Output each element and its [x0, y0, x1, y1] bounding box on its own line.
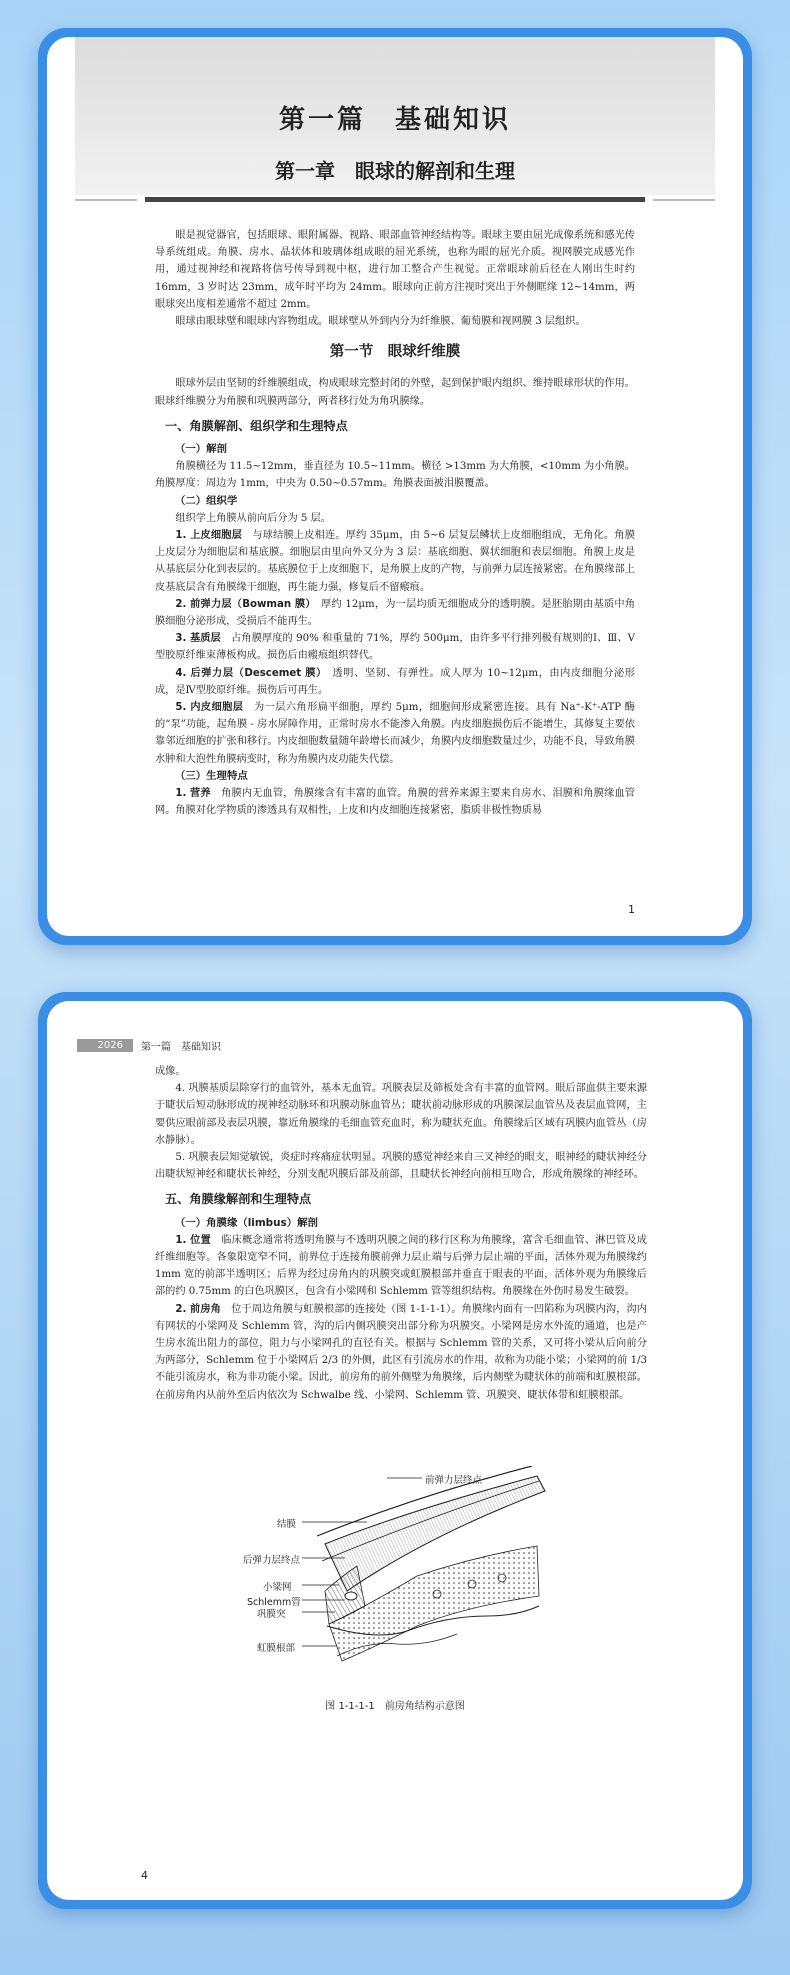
figure-label: 前弹力层终点	[425, 1475, 483, 1486]
page-card-1	[38, 28, 752, 945]
layer-text: 透明、坚韧、有弹性。成人厚为 10~12μm，由内皮细胞分泌形成，是Ⅳ型胶原纤维。损伤后可再生。	[155, 667, 635, 696]
histology-intro: 组织学上角膜从前向后分为 5 层。	[175, 512, 331, 524]
running-header	[77, 1037, 221, 1053]
title-rule	[145, 197, 645, 202]
position-text: 临床概念通常将透明角膜与不透明巩膜之间的移行区称为角膜缘，富含毛细血管、淋巴管及成纤维细胞等。各象限宽窄不同，前界位于连接角膜前弹力层止端与后弹力层止端的平面，活体外观为角膜缘约 1mm 宽的前部半透明区；后界为经过房角内的巩膜突或虹膜根部并垂直于眼表的平面，活体外观为角膜缘后部的约 0.75mm 的白色巩膜区，包含有小梁网和 Schlemm 管等组织结构。角膜缘在外伤时易发生破裂。	[155, 1234, 647, 1298]
layer-term: 3. 基质层	[175, 633, 221, 645]
position-paragraph	[155, 1232, 647, 1301]
year-tag: 2026	[77, 1039, 133, 1052]
subheading-physiology: （三）生理特点	[175, 769, 248, 782]
page-number: 4	[141, 1869, 148, 1882]
figure-label: Schlemm管	[247, 1597, 301, 1608]
layer-term: 1. 上皮细胞层	[175, 530, 242, 542]
angle-diagram	[247, 1466, 547, 1666]
sclera-paragraph: 5. 巩膜表层知觉敏锐，炎症时疼痛症状明显。巩膜的感觉神经来自三叉神经的眼支，眼神经的睫状神经分出睫状短神经和睫状长神经，分别支配巩膜后部及前部，且睫状长神经向前相互吻合，形成角膜缘的神经环。	[155, 1152, 647, 1181]
layer-paragraph	[155, 665, 635, 699]
anterior-chamber-angle-figure	[247, 1466, 547, 1666]
angle-term: 2. 前房角	[175, 1303, 221, 1315]
intro-paragraph: 眼球由眼球壁和眼球内容物组成。眼球壁从外到内分为纤维膜、葡萄膜和视网膜 3 层组织。	[175, 316, 586, 328]
title-rule-right	[653, 199, 715, 201]
figure-label: 小梁网	[263, 1582, 292, 1593]
layer-text: 厚约 12μm，为一层均质无细胞成分的透明膜。是胚胎期由基质中角膜细胞分泌形成，受损后不能再生。	[155, 598, 636, 628]
title-rule-left	[75, 199, 137, 201]
layer-paragraph	[155, 699, 635, 768]
running-head: 第一篇 基础知识	[141, 1041, 221, 1053]
heading-limbus: 五、角膜缘解剖和生理特点	[165, 1192, 312, 1207]
section-intro: 眼球外层由坚韧的纤维膜组成，构成眼球完整封闭的外壁，起到保护眼内组织、维持眼球形状的作用。眼球纤维膜分为角膜和巩膜两部分，两者移行处为角巩膜缘。	[155, 378, 635, 407]
figure-label: 后弹力层终点	[243, 1555, 301, 1566]
page1-body	[155, 227, 635, 820]
physiology-term: 1. 营养	[175, 788, 211, 800]
angle-paragraph	[155, 1301, 647, 1404]
figure-caption: 图 1-1-1-1 前房角结构示意图	[325, 1701, 465, 1712]
page-card-2	[38, 992, 752, 1909]
layer-term: 2. 前弹力层（Bowman 膜）	[175, 598, 311, 610]
layer-text: 占角膜厚度的 90% 和重量的 71%，厚约 500μm，由许多平行排列极有规则的Ⅰ、Ⅲ、Ⅴ型胶原纤维束薄板构成。损伤后由瘢痕组织替代。	[155, 633, 635, 662]
subheading-anatomy: （一）解剖	[175, 443, 227, 456]
document-page-2	[47, 1001, 743, 1900]
position-term: 1. 位置	[175, 1234, 211, 1246]
page2-body	[155, 1063, 647, 1404]
subheading-limbus-anatomy: （一）角膜缘（limbus）解剖	[175, 1216, 318, 1229]
heading-cornea: 一、角膜解剖、组织学和生理特点	[165, 418, 348, 433]
subheading-histology: （二）组织学	[175, 494, 238, 507]
document-page-1	[47, 37, 743, 936]
figure-label: 巩膜突	[257, 1609, 286, 1620]
section-title: 第一节 眼球纤维膜	[329, 344, 461, 361]
layer-paragraph	[155, 527, 635, 596]
layer-text: 为一层六角形扁平细胞，厚约 5μm，细胞间形成紧密连接。具有 Na⁺-K⁺-ATP 酶的“泵”功能，起角膜 - 房水屏障作用，正常时房水不能渗入角膜。内皮细胞损伤后不能增生，其修复主要依靠邻近细胞的扩张和移行。内皮细胞数量随年龄增长而减少，角膜内皮细胞数量过少，功能不良，导致角膜水肿和大泡性角膜病变时，称为角膜内皮功能失代偿。	[155, 702, 635, 765]
intro-paragraph: 眼是视觉器官，包括眼球、眼附属器、视路、眼部血管神经结构等。眼球主要由屈光成像系统和感光传导系统组成。角膜、房水、晶状体和玻璃体组成眼的屈光系统，也称为眼的屈光介质。视网膜完成感光作用，通过视神经和视路将信号传导到视中枢，进行加工整合产生视觉。正常眼球前后径在人刚出生时约 16mm，3 岁时达 23mm，成年时平均为 24mm。眼球向正前方注视时突出于外侧眶缘 12~14mm，两眼球突出度相差通常不超过 2mm。	[155, 230, 635, 310]
page-number: 1	[628, 903, 635, 916]
layer-paragraph	[155, 630, 635, 664]
layer-paragraph	[155, 596, 635, 630]
layer-term: 4. 后弹力层（Descemet 膜）	[175, 667, 322, 679]
chapter-title: 第一章 眼球的解剖和生理	[275, 159, 515, 183]
part-title: 第一篇 基础知识	[278, 105, 511, 135]
layer-term: 5. 内皮细胞层	[175, 702, 244, 714]
figure-label: 虹膜根部	[257, 1643, 296, 1654]
physiology-paragraph	[155, 785, 635, 819]
sclera-paragraph: 4. 巩膜基质层除穿行的血管外，基本无血管。巩膜表层及筛板处含有丰富的血管网。眼后部血供主要来源于睫状后短动脉形成的视神经动脉环和巩膜动脉血管丛；睫状前动脉形成的巩膜深层血管丛及表层血管网，主要供应眼前部及表层巩膜，靠近角膜缘的毛细血管充血时，称为睫状充血。角膜缘后区域有巩膜内血管丛（房水静脉）。	[155, 1083, 647, 1146]
layer-text: 与球结膜上皮相连。厚约 35μm，由 5~6 层复层鳞状上皮细胞组成，无角化。角膜上皮层分为细胞层和基底膜。细胞层由里向外又分为 3 层：基底细胞、翼状细胞和表层细胞。角膜上皮是从基底层分化到表层的。基底膜位于上皮细胞下，是角膜上皮的产物，与前弹力层连接紧密。在角膜缘部上皮基底层含有角膜缘干细胞，再生能力强，修复后不留瘢痕。	[155, 530, 635, 593]
physiology-text: 角膜内无血管，角膜缘含有丰富的血管。角膜的营养来源主要来自房水、泪膜和角膜缘血管网。角膜对化学物质的渗透具有双相性，上皮和内皮细胞连接紧密，脂质非极性物质易	[155, 788, 635, 817]
anatomy-paragraph: 角膜横径为 11.5~12mm，垂直径为 10.5~11mm。横径 >13mm 为大角膜，<10mm 为小角膜。角膜厚度：周边为 1mm，中央为 0.50~0.57mm。角膜表面被泪膜覆盖。	[155, 461, 635, 490]
angle-text: 位于周边角膜与虹膜根部的连接处（图 1-1-1-1）。角膜缘内面有一凹陷称为巩膜内沟，沟内有网状的小梁网及 Schlemm 管，沟的后内侧巩膜突出部分称为巩膜突。小梁网是房水外流的通道，也是产生房水流出阻力的部位，阻力与小梁网孔的直径有关。根据与 Schlemm 管的关系，又可将小梁从后向前分为两部分，Schlemm 位于小梁网后 2/3 的外侧，此区有引流房水的作用，故称为功能小梁；小梁网的前 1/3 不能引流房水，称为非功能小梁。因此，前房角的前外侧壁为角膜缘，后内侧壁为睫状体的前端和虹膜根部。在前房角内从前外至后内依次为 Schwalbe 线、小梁网、Schlemm 管、巩膜突、睫状体带和虹膜根部。	[155, 1303, 647, 1401]
figure-label: 结膜	[277, 1519, 297, 1530]
chapter-header-band	[75, 37, 715, 195]
continued-text: 成像。	[155, 1066, 186, 1077]
